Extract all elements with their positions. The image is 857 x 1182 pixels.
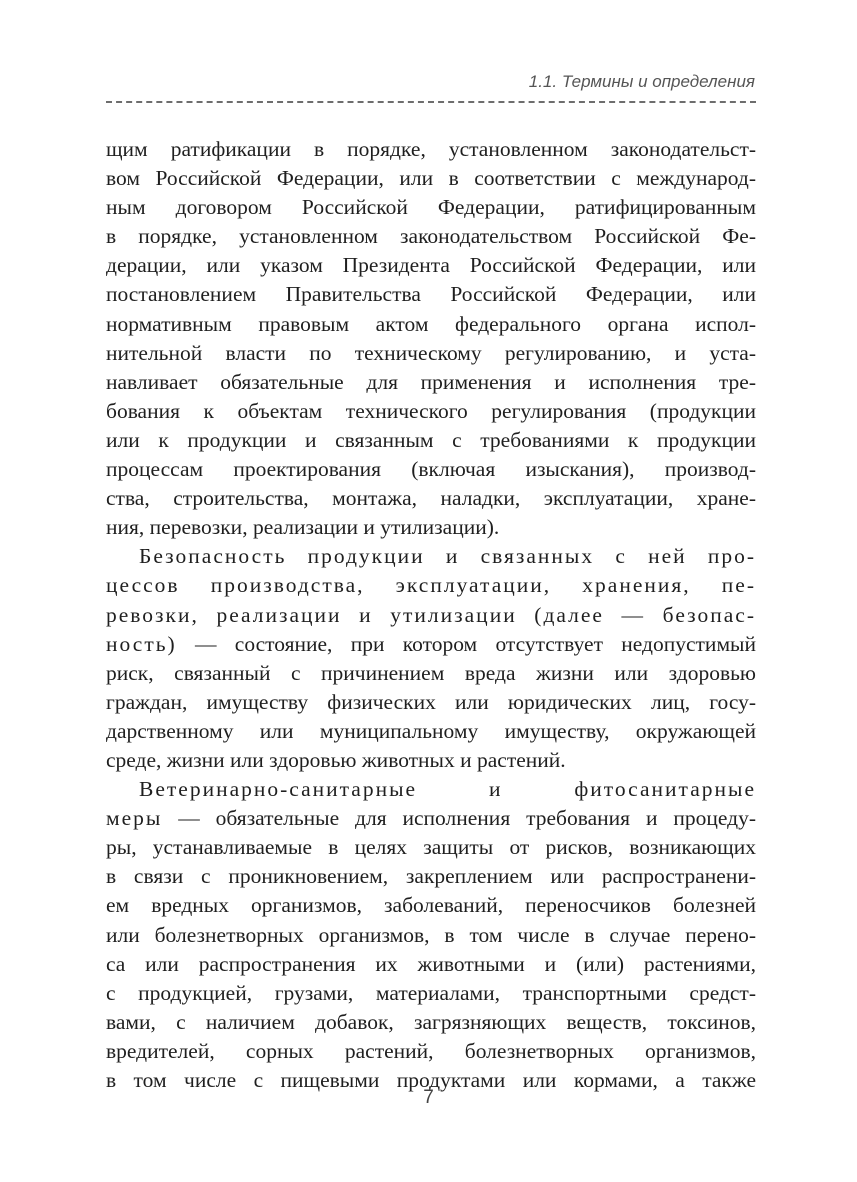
header-dashed-divider [106, 101, 756, 103]
text-line: среде, жизни или здоровью животных и растений. [106, 747, 566, 772]
text-line: дарственному или муниципальному имуществу, окружающей [106, 718, 756, 743]
text-line: в порядке, установленном законодательством Российской Фе- [106, 224, 756, 249]
text-line: щим ратификации в порядке, установленном законодательст- [106, 137, 756, 161]
term-safety-tail: ность) [106, 631, 177, 656]
text-line: ния, перевозки, реализации и утилизации). [106, 515, 500, 540]
text-line: риск, связанный с причинением вреда жизни или здоровью [106, 660, 756, 685]
term-vet-tail: меры [106, 806, 163, 831]
text-line: са или распространения их животными и (или) растениями, [106, 951, 756, 976]
text-line: в связи с проникновением, закреплением или распространени- [106, 864, 756, 889]
running-header-section-title: 1.1. Термины и определения [528, 72, 755, 91]
text-line: с продукцией, грузами, материалами, транспортными средст- [106, 980, 756, 1005]
text-line: ства, строительства, монтажа, наладки, эксплуатации, хране- [106, 486, 756, 511]
text-line: ным договором Российской Федерации, ратифицированным [106, 195, 756, 220]
text-line: дерации, или указом Президента Российской Федерации, или [106, 253, 756, 278]
text-line: бования к объектам технического регулирования (продукции [106, 398, 756, 423]
text-line: вами, с наличием добавок, загрязняющих веществ, токсинов, [106, 1009, 756, 1034]
term-line-safety: ревозки, реализации и утилизации (далее — безопас- [106, 602, 756, 627]
term-line-vet: Ветеринарно-санитарные и фитосанитарные [139, 777, 756, 802]
text-line: вом Российской Федерации, или в соответствии с международ- [106, 166, 756, 191]
text-line: нормативным правовым актом федерального органа испол- [106, 311, 756, 336]
body-text [106, 135, 756, 1095]
text-line: нительной власти по техническому регулированию, и уста- [106, 340, 756, 365]
term-line-safety: Безопасность продукции и связанных с ней про- [139, 544, 756, 569]
text-line: ем вредных организмов, заболеваний, переносчиков болезней [106, 893, 756, 918]
page-number: 7 [423, 1087, 434, 1108]
text-line: навливает обязательные для применения и исполнения тре- [106, 369, 756, 394]
text-line: постановлением Правительства Российской Федерации, или [106, 282, 756, 307]
text-line: вредителей, сорных растений, болезнетворных организмов, [106, 1038, 756, 1063]
term-line-safety-end [106, 630, 756, 659]
term-line-vet-end [106, 804, 756, 833]
text-line: граждан, имуществу физических или юридических лиц, госу- [106, 689, 756, 714]
text-line: или болезнетворных организмов, в том числе в случае перено- [106, 922, 756, 947]
text-line: в том числе с пищевыми продуктами или кормами, а также [106, 1068, 756, 1092]
term-line-safety: цессов производства, эксплуатации, хранения, пе- [106, 573, 756, 598]
definition-start: — обязательные для исполнения требования и процеду- [162, 806, 756, 831]
definition-start: — состояние, при котором отсутствует недопустимый [176, 631, 756, 656]
text-line: или к продукции и связанным с требованиями к продукции [106, 427, 756, 452]
text-line: процессам проектирования (включая изыскания), производ- [106, 457, 756, 482]
text-line: ры, устанавливаемые в целях защиты от рисков, возникающих [106, 835, 756, 860]
